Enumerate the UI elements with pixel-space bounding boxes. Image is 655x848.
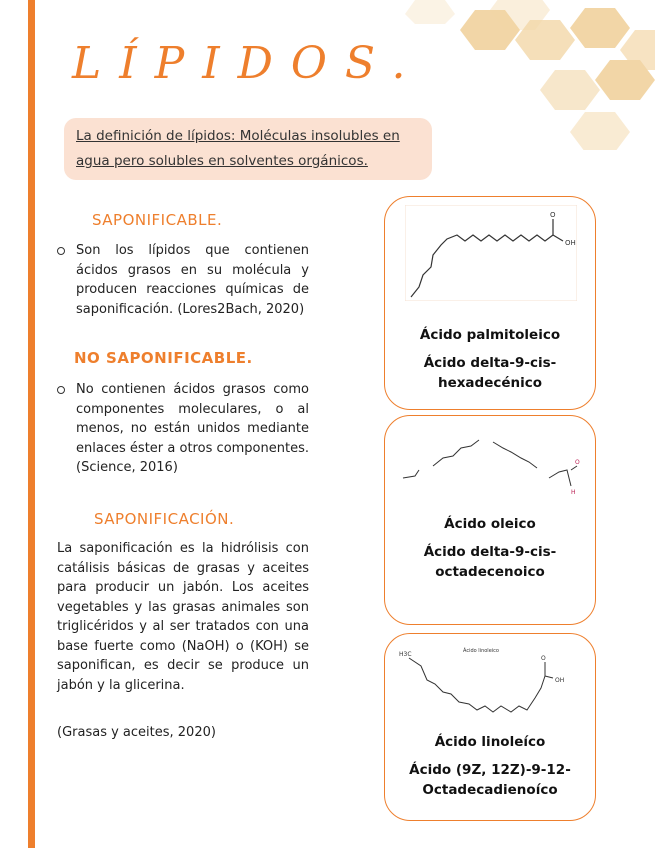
heading-no-saponificable: NO SAPONIFICABLE. — [74, 349, 253, 367]
acid-common-name: Ácido oleico — [444, 516, 536, 532]
acid-systematic-name: Ácido (9Z, 12Z)-9-12-Octadecadienoíco — [409, 762, 571, 798]
definition-box — [64, 118, 432, 180]
bullet-icon — [57, 247, 65, 255]
heading-saponificacion: SAPONIFICACIÓN. — [94, 510, 235, 528]
left-accent-bar — [28, 0, 35, 848]
heading-saponificable: SAPONIFICABLE. — [92, 211, 223, 229]
structure-label: O — [575, 459, 580, 466]
no-saponificable-text: No contienen ácidos grasos como componentes moleculares, o al menos, no están unidos mediante enlaces éster a otros componentes. (Science, 2016) — [76, 382, 309, 475]
palmitoleic-structure-image — [405, 205, 577, 301]
acid-systematic-name: Ácido delta-9-cis-hexadecénico — [423, 355, 557, 391]
no-saponificable-item — [57, 380, 309, 478]
structure-label: H — [571, 489, 576, 496]
structure-label: OH — [555, 677, 565, 684]
acid-common-name: Ácido linoleíco — [434, 734, 546, 750]
acid-common-name: Ácido palmitoleico — [419, 327, 561, 343]
saponificable-text: Son los lípidos que contienen ácidos grasos en su molécula y producen reacciones químicas de saponificación. (Lores2Bach, 2020) — [76, 243, 309, 317]
linoleic-structure-image — [393, 644, 589, 724]
definition-text: La definición de lípidos: Moléculas insolubles en agua pero solubles en solventes orgánicos. — [76, 128, 400, 169]
card-oleic-acid — [384, 415, 596, 625]
acid-systematic-name: Ácido delta-9-cis-octadecenoico — [423, 544, 557, 580]
structure-label: OH — [565, 239, 576, 247]
structure-label: O — [550, 211, 556, 219]
structure-label: O — [541, 655, 546, 662]
saponificacion-text: La saponificación es la hidrólisis con catálisis básicas de grasas y aceites para producir un jabón. Los aceites vegetables y las grasas animales son triglicéridos y al ser tratados con una base fuerte como (NaOH) o (KOH) se saponifican, es decir se produce un jabón y la glicerina. — [57, 541, 309, 693]
page-title: LÍPIDOS. — [72, 38, 424, 89]
card-palmitoleic-acid — [384, 196, 596, 410]
saponificacion-citation: (Grasas y aceites, 2020) — [57, 725, 216, 740]
oleic-structure-image — [399, 426, 587, 506]
card-linoleic-acid — [384, 633, 596, 821]
structure-label: H3C — [399, 651, 412, 658]
bullet-icon — [57, 386, 65, 394]
structure-label: Ácido linoleico — [463, 648, 499, 654]
saponificable-item — [57, 241, 309, 319]
